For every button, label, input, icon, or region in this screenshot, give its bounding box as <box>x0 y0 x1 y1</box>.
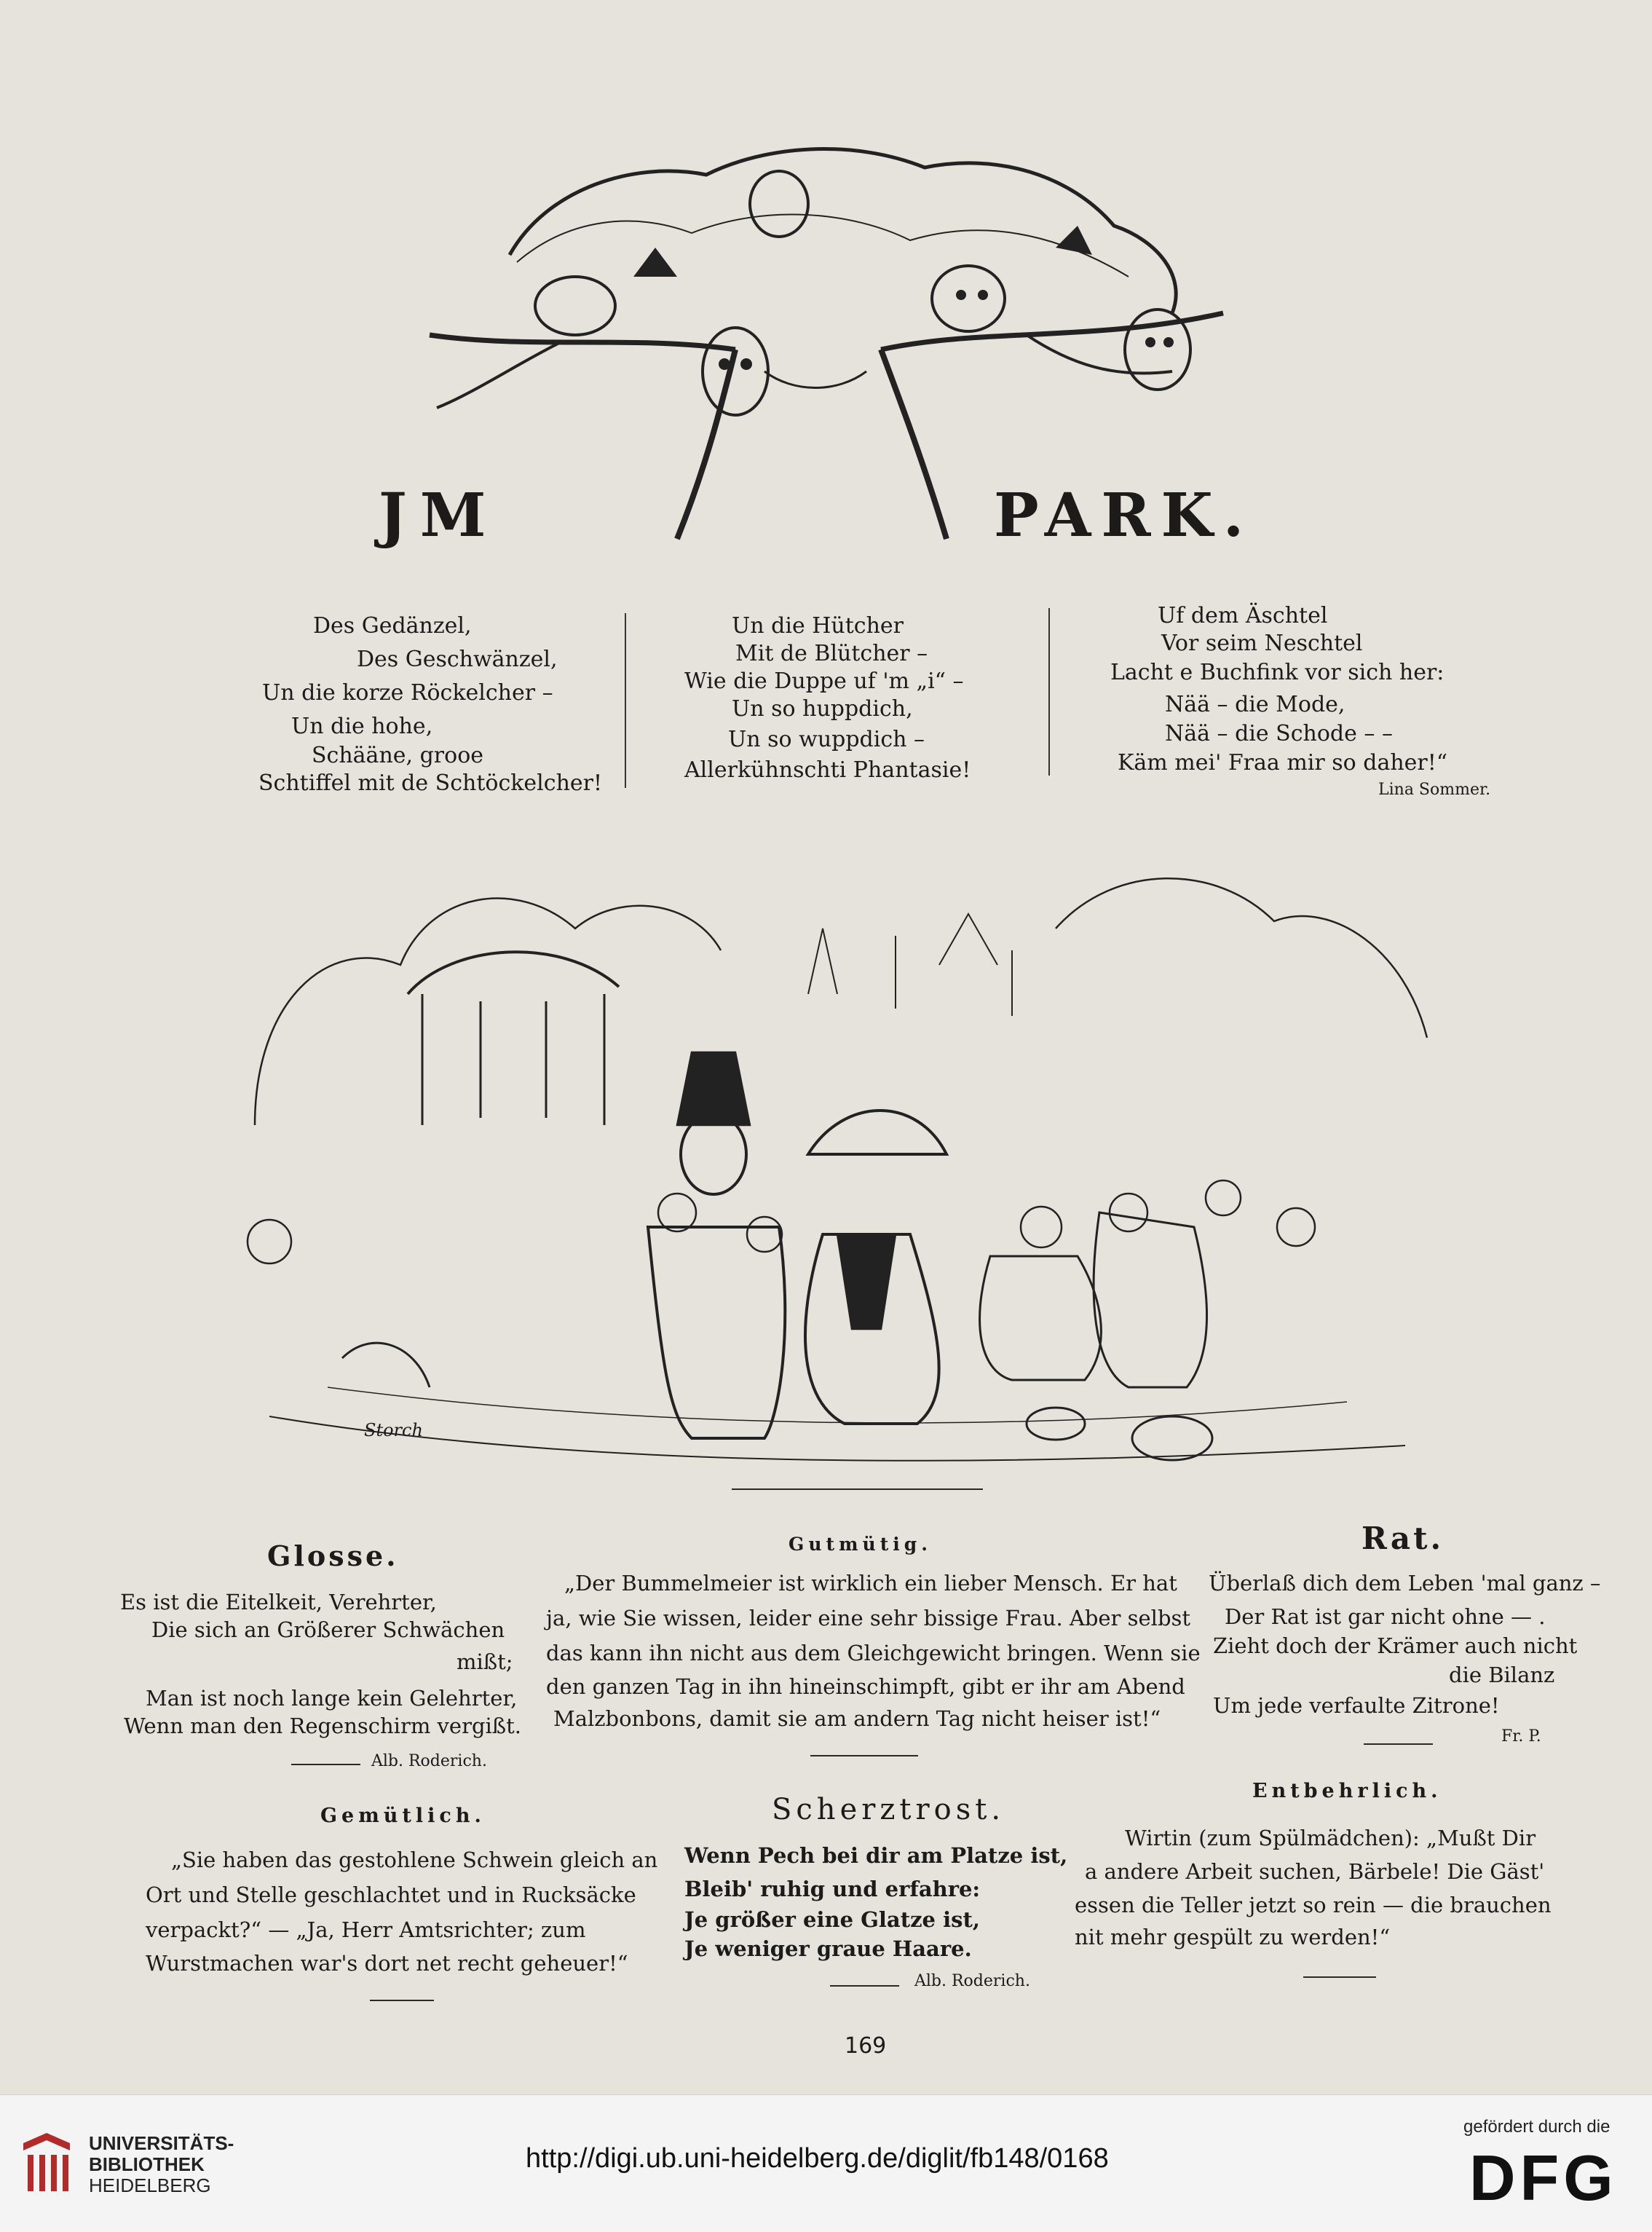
dfg-logo: DFG <box>1469 2142 1618 2214</box>
scherztrost-line: Je größer eine Glatze ist, <box>684 1907 980 1932</box>
poem-line: Schtiffel mit de Schtöckelcher! <box>258 770 603 796</box>
poem-line: Mit de Blütcher – <box>735 641 928 666</box>
gemuetlich-line: Wurstmachen war's dort net recht geheuer!“ <box>146 1951 628 1976</box>
poem-line: Nää – die Mode, <box>1165 692 1345 717</box>
separator-line <box>370 2000 434 2001</box>
rat-line: Der Rat ist gar nicht ohne — . <box>1225 1604 1546 1629</box>
entbehrlich-title: Entbehrlich. <box>1252 1780 1442 1802</box>
glosse-line: Die sich an Größerer Schwächen <box>151 1617 505 1642</box>
gutmuetig-line: ja, wie Sie wissen, leider eine sehr bissige Frau. Aber selbst <box>546 1606 1191 1630</box>
rat-line: Um jede verfaulte Zitrone! <box>1213 1693 1500 1718</box>
poem-line: Lacht e Buchfink vor sich her: <box>1110 660 1444 685</box>
poem-line: Allerkühnschti Phantasie! <box>684 757 971 783</box>
gemuetlich-line: verpackt?“ — „Ja, Herr Amtsrichter; zum <box>146 1917 586 1942</box>
park-scene-illustration <box>240 819 1442 1482</box>
glosse-author: Alb. Roderich. <box>371 1752 487 1770</box>
library-name-line: BIBLIOTHEK <box>89 2153 205 2175</box>
library-name <box>89 2133 234 2196</box>
scherztrost-line: Wenn Pech bei dir am Platze ist, <box>684 1843 1068 1868</box>
scherztrost-author: Alb. Roderich. <box>914 1972 1030 1990</box>
poem-line: Wie die Duppe uf 'm „i“ – <box>684 669 964 694</box>
poem-line: Un die korze Röckelcher – <box>262 680 553 706</box>
title-right: PARK. <box>994 481 1254 551</box>
poem-line: Uf dem Äschtel <box>1158 603 1328 628</box>
rat-author: Fr. P. <box>1501 1727 1541 1746</box>
gemuetlich-line: Ort und Stelle geschlachtet und in Rucksäcke <box>146 1882 636 1907</box>
poem-line: Un so huppdich, <box>732 696 913 722</box>
entbehrlich-line: Wirtin (zum Spülmädchen): „Mußt Dir <box>1125 1826 1536 1850</box>
library-logo-icon <box>17 2129 76 2199</box>
poem-line: Des Gedänzel, <box>313 613 472 639</box>
separator-line <box>1303 1976 1376 1978</box>
poem-line: Des Geschwänzel, <box>357 647 558 672</box>
gutmuetig-line: „Der Bummelmeier ist wirklich ein lieber Mensch. Er hat <box>564 1571 1177 1596</box>
glosse-line: mißt; <box>457 1649 513 1674</box>
separator-line <box>732 1488 983 1490</box>
page-number: 169 <box>845 2033 887 2059</box>
poem-line: Un die Hütcher <box>732 613 904 639</box>
entbehrlich-line: nit mehr gespült zu werden!“ <box>1075 1925 1391 1949</box>
poem-line: Vor seim Neschtel <box>1161 631 1363 656</box>
library-name-line: UNIVERSITÄTS- <box>89 2132 234 2154</box>
illustration-signature: Storch <box>364 1420 423 1440</box>
gemuetlich-title: Gemütlich. <box>320 1805 486 1827</box>
poem-line: Un die hohe, <box>291 714 433 739</box>
glosse-line: Es ist die Eitelkeit, Verehrter, <box>120 1590 437 1614</box>
library-name-line: HEIDELBERG <box>89 2174 211 2196</box>
scherztrost-line: Je weniger graue Haare. <box>684 1936 972 1961</box>
glosse-line: Wenn man den Regenschirm vergißt. <box>124 1714 522 1738</box>
funding-text: gefördert durch die <box>1463 2117 1610 2137</box>
separator-line <box>1364 1743 1433 1745</box>
rat-title: Rat. <box>1361 1521 1444 1556</box>
separator-line <box>810 1755 918 1756</box>
glosse-line: Man ist noch lange kein Gelehrter, <box>146 1686 518 1711</box>
source-url-link[interactable]: http://digi.ub.uni-heidelberg.de/diglit/fb148/0168 <box>526 2143 1109 2174</box>
poem-line: Käm mei' Fraa mir so daher!“ <box>1118 750 1448 776</box>
poem-line: Nää – die Schode – – <box>1165 721 1393 746</box>
title-left: JM <box>379 481 499 551</box>
entbehrlich-line: a andere Arbeit suchen, Bärbele! Die Gäst' <box>1085 1859 1545 1884</box>
poem-divider <box>1048 608 1050 776</box>
gutmuetig-title: Gutmütig. <box>789 1534 932 1555</box>
poem-divider <box>625 613 626 788</box>
footer-bar <box>0 2094 1652 2232</box>
gutmuetig-line: Malzbonbons, damit sie am andern Tag nicht heiser ist!“ <box>553 1706 1161 1731</box>
gutmuetig-line: den ganzen Tag in ihn hineinschimpft, gibt er ihr am Abend <box>546 1674 1185 1699</box>
scherztrost-line: Bleib' ruhig und erfahre: <box>684 1877 981 1901</box>
gutmuetig-line: das kann ihn nicht aus dem Gleichgewicht bringen. Wenn sie <box>546 1641 1201 1665</box>
gemuetlich-line: „Sie haben das gestohlene Schwein gleich an <box>171 1847 658 1872</box>
poem-line: Schääne, grooe <box>312 743 484 768</box>
glosse-title: Glosse. <box>267 1539 399 1572</box>
separator-line <box>291 1764 360 1765</box>
rat-line: Überlaß dich dem Leben 'mal ganz – <box>1209 1571 1601 1596</box>
poem-line: Un so wuppdich – <box>728 727 925 752</box>
separator-line <box>830 1985 899 1987</box>
scherztrost-title: Scherztrost. <box>772 1793 1005 1826</box>
rat-line: die Bilanz <box>1449 1663 1555 1687</box>
rat-line: Zieht doch der Krämer auch nicht <box>1213 1633 1578 1658</box>
entbehrlich-line: essen die Teller jetzt so rein — die brauchen <box>1075 1893 1552 1917</box>
poem-author: Lina Sommer. <box>1378 781 1491 799</box>
